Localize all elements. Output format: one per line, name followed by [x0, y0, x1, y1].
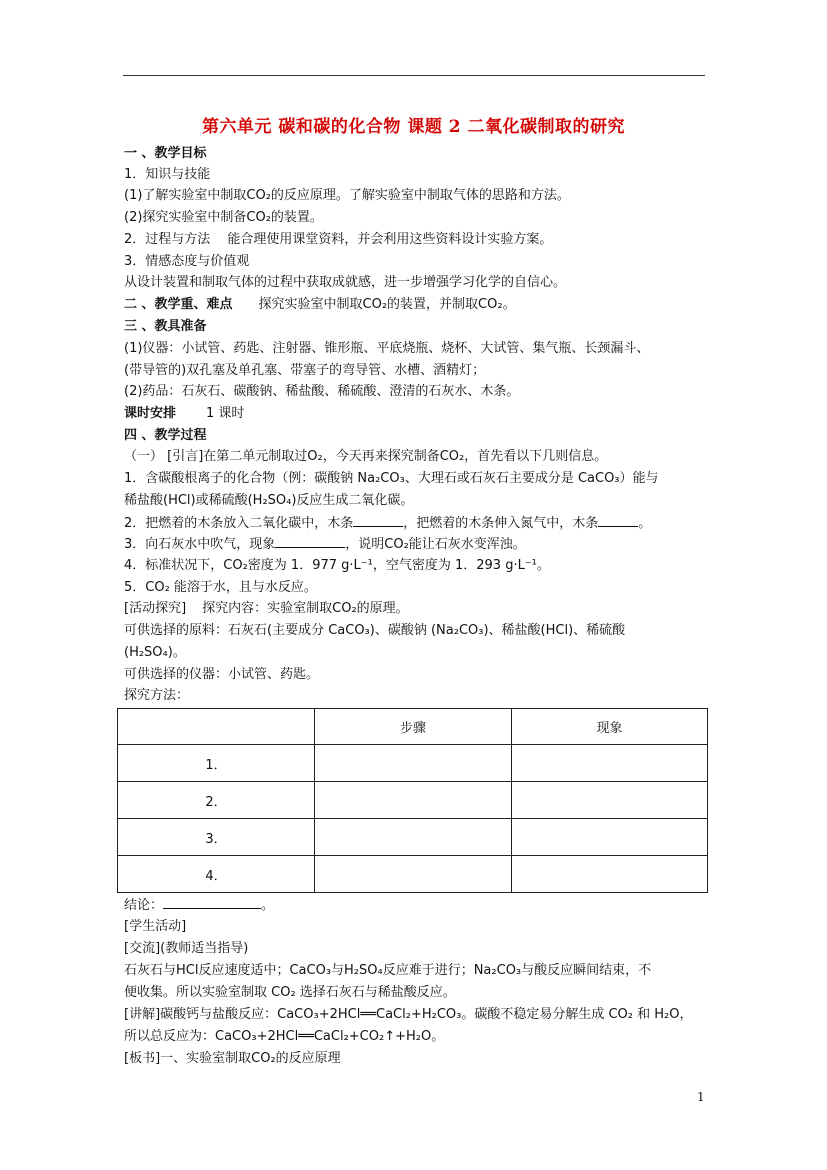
step-cell[interactable] — [315, 782, 512, 819]
text-line: (1)了解实验室中制取CO₂的反应原理。了解实验室中制取气体的思路和方法。 — [124, 188, 570, 203]
table-header-cell: 现象 — [512, 709, 708, 745]
text-line: 4．标准状况下，CO₂密度为 1．977 g·L⁻¹，空气密度为 1．293 g·L⁻¹。 — [124, 558, 550, 573]
row-number: 4． — [118, 856, 315, 893]
section-2-row — [124, 296, 516, 314]
phenomenon-cell[interactable] — [512, 856, 708, 893]
activity-label: [活动探究] — [124, 601, 187, 616]
text-line: 从设计装置和制取气体的过程中获取成就感，进一步增强学习化学的自信心。 — [124, 275, 567, 290]
text-line: 可供选择的原料：石灰石(主要成分 CaCO₃)、碳酸钠 (Na₂CO₃)、稀盐酸(HCl)、稀硫酸 — [124, 623, 626, 638]
text-segment: 3．向石灰水中吹气，现象 — [124, 537, 276, 552]
text-line: (2)药品：石灰石、碳酸钠、稀盐酸、稀硫酸、澄清的石灰水、木条。 — [124, 384, 520, 399]
section-1-heading: 一 、教学目标 — [124, 146, 207, 161]
text-line: 3．情感态度与价值观 — [124, 254, 250, 269]
text-segment: 2．把燃着的木条放入二氧化碳中，木条 — [124, 516, 354, 531]
conclusion-row — [124, 896, 274, 915]
fill-in-line — [124, 535, 526, 554]
text-line: 5．CO₂ 能溶于水，且与水反应。 — [124, 580, 317, 595]
section-2-text: 探究实验室中制取CO₂的装置，并制取CO₂。 — [258, 297, 516, 312]
text-line: 探究方法： — [124, 688, 190, 703]
text-segment: ，把燃着的木条伸入氮气中，木条 — [403, 516, 599, 531]
activity-row — [124, 600, 409, 618]
text-line: 1．含碳酸根离子的化合物（例：碳酸钠 Na₂CO₃、大理石或石灰石主要成分是 CaCO₃）能与 — [124, 471, 659, 486]
row-number: 2． — [118, 782, 315, 819]
text-line: （一） [引言]在第二单元制取过O₂，今天再来探究制备CO₂，首先看以下几则信息。 — [124, 449, 608, 464]
text-segment: 。 — [638, 516, 652, 531]
section-2-heading: 二 、教学重、难点 — [124, 297, 233, 312]
section-3-heading: 三 、教具准备 — [124, 319, 207, 334]
conclusion-label: 结论： — [124, 898, 164, 913]
table-header-row — [118, 709, 708, 745]
header-rule — [123, 75, 705, 76]
schedule-row — [124, 405, 244, 423]
text-line: 稀盐酸(HCl)或稀硫酸(H₂SO₄)反应生成二氧化碳。 — [124, 493, 414, 508]
text-line: 便收集。所以实验室制取 CO₂ 选择石灰石与稀盐酸反应。 — [124, 985, 456, 1000]
text-line: [学生活动] — [124, 919, 187, 934]
text-line: 可供选择的仪器：小试管、药匙。 — [124, 667, 320, 682]
row-number: 3． — [118, 819, 315, 856]
answer-blank[interactable] — [598, 514, 638, 527]
text-line: (H₂SO₄)。 — [124, 645, 186, 660]
text-line: [板书]一、实验室制取CO₂的反应原理 — [124, 1051, 341, 1066]
text-line: 2．过程与方法 能合理使用课堂资料，并会利用这些资料设计实验方案。 — [124, 232, 553, 247]
text-line: [交流](教师适当指导) — [124, 941, 249, 956]
answer-blank[interactable] — [163, 896, 261, 909]
table-header-cell: 步骤 — [315, 709, 512, 745]
text-line: (1)仪器：小试管、药匙、注射器、锥形瓶、平底烧瓶、烧杯、大试管、集气瓶、长颈漏斗、 — [124, 341, 650, 356]
phenomenon-cell[interactable] — [512, 819, 708, 856]
text-line: (带导管的)双孔塞及单孔塞、带塞子的弯导管、水槽、酒精灯； — [124, 363, 486, 378]
document-title: 第六单元 碳和碳的化合物 课题 2 二氧化碳制取的研究 — [201, 117, 625, 137]
activity-text: 探究内容：实验室制取CO₂的原理。 — [202, 601, 409, 616]
fill-in-line — [124, 514, 651, 533]
step-cell[interactable] — [315, 819, 512, 856]
phenomenon-cell[interactable] — [512, 745, 708, 782]
page-number: 1 — [697, 1090, 705, 1104]
text-line: [讲解]碳酸钙与盐酸反应：CaCO₃+2HCl══CaCl₂+H₂CO₃。碳酸不稳定易分解生成 CO₂ 和 H₂O， — [124, 1007, 693, 1022]
step-cell[interactable] — [315, 745, 512, 782]
table-row — [118, 782, 708, 819]
answer-blank[interactable] — [275, 535, 345, 548]
method-table — [117, 708, 708, 893]
text-line: (2)探究实验室中制备CO₂的装置。 — [124, 210, 323, 225]
table-row — [118, 745, 708, 782]
text-line: 石灰石与HCl反应速度适中；CaCO₃与H₂SO₄反应难于进行；Na₂CO₃与酸反应瞬间结束，不 — [124, 963, 652, 978]
text-line: 1．知识与技能 — [124, 167, 211, 182]
row-number: 1． — [118, 745, 315, 782]
table-row — [118, 819, 708, 856]
phenomenon-cell[interactable] — [512, 782, 708, 819]
answer-blank[interactable] — [353, 514, 403, 527]
table-row — [118, 856, 708, 893]
schedule-label: 课时安排 — [124, 406, 177, 421]
text-segment: ，说明CO₂能让石灰水变浑浊。 — [345, 537, 526, 552]
text-segment: 。 — [261, 898, 275, 913]
schedule-value: 1 课时 — [206, 406, 245, 421]
table-header-cell — [118, 709, 315, 745]
step-cell[interactable] — [315, 856, 512, 893]
text-line: 所以总反应为：CaCO₃+2HCl══CaCl₂+CO₂↑+H₂O。 — [124, 1029, 445, 1044]
section-4-heading: 四 、教学过程 — [124, 428, 207, 443]
